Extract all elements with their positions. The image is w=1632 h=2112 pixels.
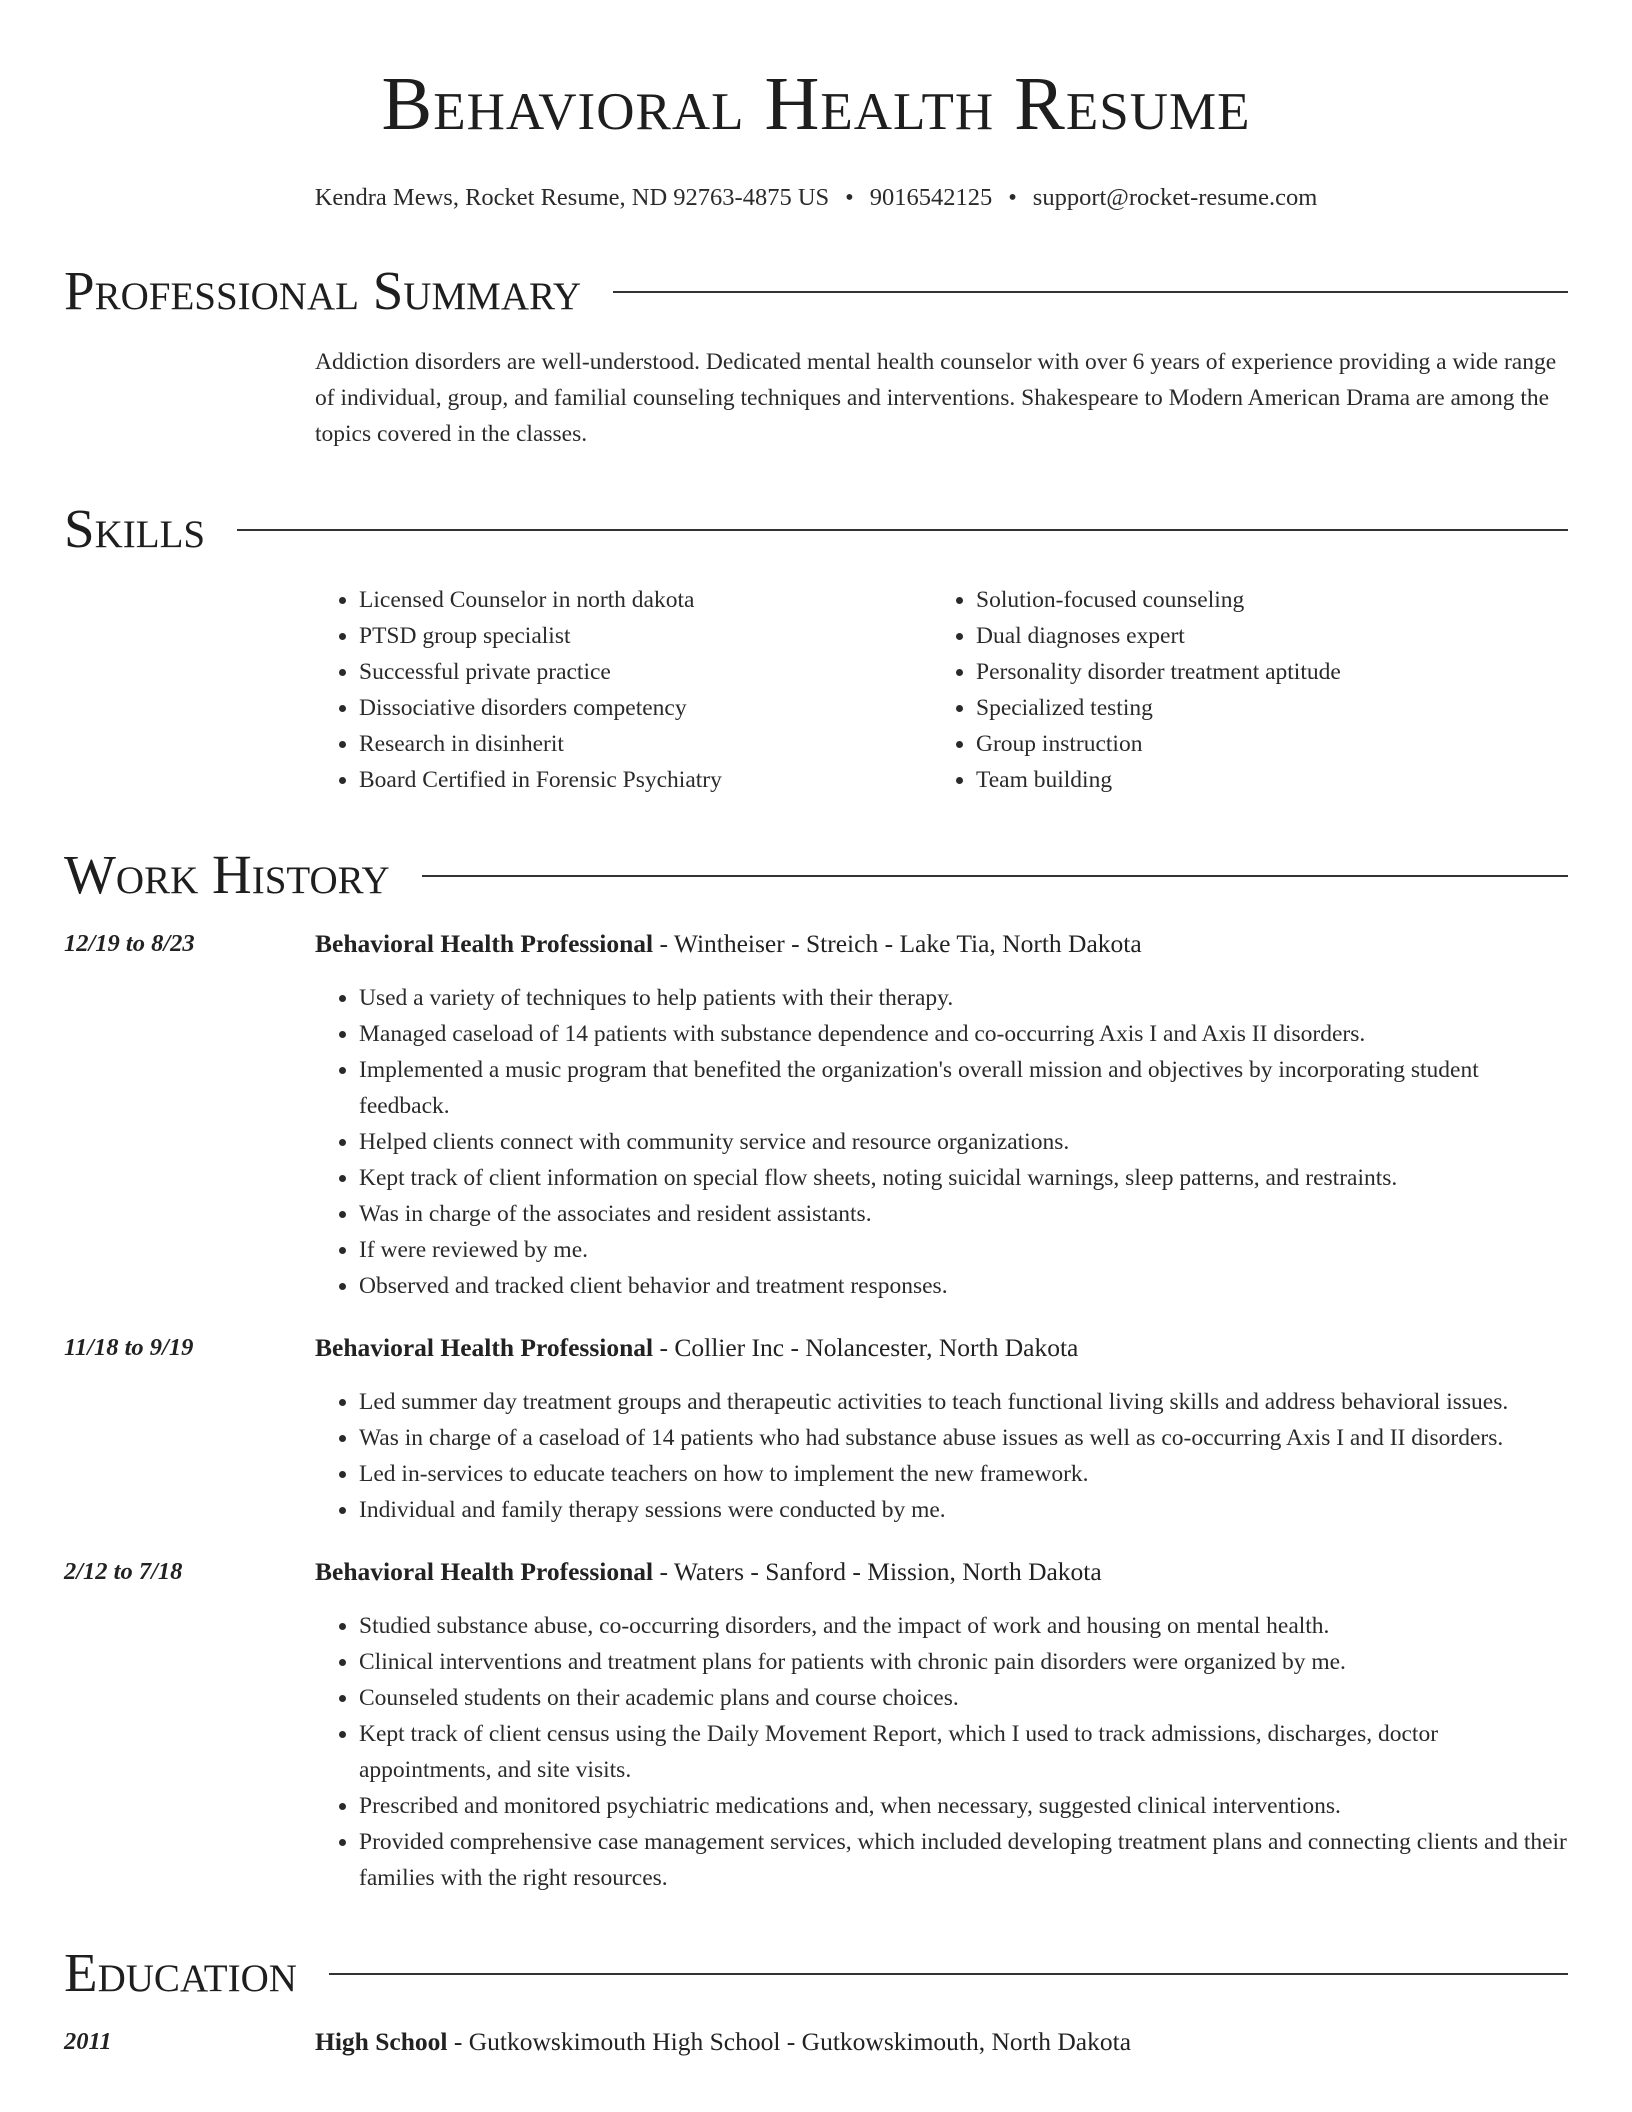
job-duty: • Led in-services to educate teachers on how to implement the new framework.	[359, 1456, 1568, 1492]
section-divider	[329, 1973, 1568, 1975]
job-duty: • Was in charge of the associates and resident assistants.	[359, 1196, 1568, 1232]
job-duty: • Kept track of client information on special flow sheets, noting suicidal warnings, sleep patterns, and restraints.	[359, 1160, 1568, 1196]
job-duty: • Managed caseload of 14 patients with substance dependence and co-occurring Axis I and Axis II disorders.	[359, 1016, 1568, 1052]
contact-separator: •	[1008, 184, 1017, 211]
job-duty: • Implemented a music program that benefited the organization's overall mission and objectives by incorporating student feedback.	[359, 1052, 1568, 1124]
job-duty: • Prescribed and monitored psychiatric medications and, when necessary, suggested clinical interventions.	[359, 1788, 1568, 1824]
skill-item: • Successful private practice	[359, 654, 932, 690]
education-list	[64, 2024, 1568, 2060]
section-divider	[237, 529, 1568, 531]
skill-item: • Dissociative disorders competency	[359, 690, 932, 726]
job-content	[315, 926, 1568, 1304]
skill-item: • Specialized testing	[976, 690, 1549, 726]
job-entry	[64, 926, 1568, 1304]
summary-text: Addiction disorders are well-understood. Dedicated mental health counselor with over 6 years of experience providing a wide range of individual, group, and familial counseling techniques and interventions. Shakespeare to Modern American Drama are among the topics covered in the classes.	[315, 349, 1557, 447]
job-employer: - Waters - Sanford - Mission, North Dakota	[653, 1557, 1102, 1586]
job-duty: • If were reviewed by me.	[359, 1232, 1568, 1268]
job-duty: • Counseled students on their academic plans and course choices.	[359, 1680, 1568, 1716]
education-entry	[64, 2024, 1568, 2060]
job-dates: 11/18 to 9/19	[64, 1334, 194, 1361]
contact-separator: •	[845, 184, 854, 211]
skill-item: • Team building	[976, 762, 1549, 798]
section-divider	[422, 875, 1568, 877]
skills-column-left	[315, 582, 932, 798]
job-duty: • Used a variety of techniques to help patients with their therapy.	[359, 980, 1568, 1016]
job-content	[315, 1554, 1568, 1896]
job-heading	[315, 1330, 1568, 1366]
job-duty: • Individual and family therapy sessions were conducted by me.	[359, 1492, 1568, 1528]
work-history-list	[64, 926, 1568, 1896]
skill-item: • Research in disinherit	[359, 726, 932, 762]
job-duty: • Observed and tracked client behavior and treatment responses.	[359, 1268, 1568, 1304]
skill-item: • Board Certified in Forensic Psychiatry	[359, 762, 932, 798]
job-title: Behavioral Health Professional	[315, 929, 654, 958]
job-entry	[64, 1554, 1568, 1896]
education-section-header	[64, 1942, 1568, 2004]
education-school: - Gutkowskimouth High School - Gutkowskimouth, North Dakota	[447, 2027, 1132, 2056]
work-section-header	[64, 844, 1568, 906]
section-divider	[613, 291, 1568, 293]
contact-line	[64, 182, 1568, 214]
skills-section-header	[64, 498, 1568, 560]
work-heading: Work History	[64, 844, 390, 905]
job-duty: • Kept track of client census using the Daily Movement Report, which I used to track admissions, discharges, doctor appointments, and site visits.	[359, 1716, 1568, 1788]
skill-item: • Group instruction	[976, 726, 1549, 762]
skills-column-right	[932, 582, 1549, 798]
skill-item: • Solution-focused counseling	[976, 582, 1549, 618]
job-duty: • Studied substance abuse, co-occurring disorders, and the impact of work and housing on mental health.	[359, 1608, 1568, 1644]
education-heading-line	[315, 2024, 1568, 2060]
skill-item: • Dual diagnoses expert	[976, 618, 1549, 654]
job-heading	[315, 926, 1568, 962]
skill-item: • Licensed Counselor in north dakota	[359, 582, 932, 618]
skills-heading: Skills	[64, 498, 206, 559]
contact-address: Kendra Mews, Rocket Resume, ND 92763-4875 US	[314, 184, 830, 211]
job-duties	[315, 980, 1568, 1304]
skills-list	[315, 582, 1568, 798]
skill-item: • Personality disorder treatment aptitude	[976, 654, 1549, 690]
skill-item: • PTSD group specialist	[359, 618, 932, 654]
job-duty: • Provided comprehensive case management services, which included developing treatment plans and connecting clients and their families with the right resources.	[359, 1824, 1568, 1896]
job-title: Behavioral Health Professional	[315, 1333, 654, 1362]
job-duty: • Clinical interventions and treatment plans for patients with chronic pain disorders were organized by me.	[359, 1644, 1568, 1680]
job-employer: - Wintheiser - Streich - Lake Tia, North Dakota	[653, 929, 1142, 958]
education-content	[315, 2024, 1568, 2060]
education-year: 2011	[64, 2028, 112, 2055]
contact-email: support@rocket-resume.com	[1032, 184, 1318, 211]
job-dates: 2/12 to 7/18	[64, 1558, 183, 1585]
summary-section-header	[64, 260, 1568, 322]
job-content	[315, 1330, 1568, 1528]
job-title: Behavioral Health Professional	[315, 1557, 654, 1586]
resume-title: Behavioral Health Resume	[381, 62, 1251, 146]
job-employer: - Collier Inc - Nolancester, North Dakota	[653, 1333, 1079, 1362]
job-entry	[64, 1330, 1568, 1528]
job-dates: 12/19 to 8/23	[64, 930, 195, 957]
job-duties	[315, 1384, 1568, 1528]
job-heading	[315, 1554, 1568, 1590]
job-duties	[315, 1608, 1568, 1896]
job-duty: • Led summer day treatment groups and therapeutic activities to teach functional living skills and address behavioral issues.	[359, 1384, 1568, 1420]
job-duty: • Was in charge of a caseload of 14 patients who had substance abuse issues as well as co-occurring Axis I and II disorders.	[359, 1420, 1568, 1456]
education-degree: High School	[315, 2027, 448, 2056]
summary-heading: Professional Summary	[64, 260, 582, 321]
job-duty: • Helped clients connect with community service and resource organizations.	[359, 1124, 1568, 1160]
contact-phone: 9016542125	[869, 184, 993, 211]
education-heading: Education	[64, 1942, 297, 2003]
